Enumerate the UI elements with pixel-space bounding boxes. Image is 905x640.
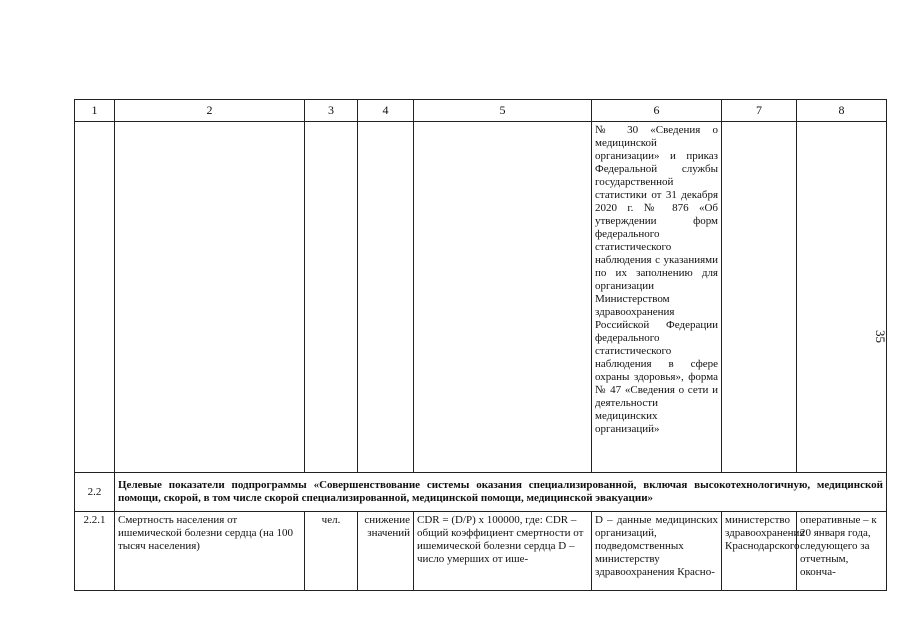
table-cell: [358, 122, 414, 473]
table-cell: [75, 122, 115, 473]
indicator-direction: снижение значений: [358, 512, 414, 591]
column-number: 6: [592, 100, 722, 122]
table-cell: [797, 122, 887, 473]
section-title: Целевые показатели подпрограммы «Совершенствование системы оказания специализированной, включая высокотехнологичную, медицинской помощи, скорой, в том числе скорой специализированной, медицинской помощи, медицинской эвакуации»: [115, 473, 887, 512]
indicator-data-source: D – данные медицинских организаций, подведомственных министерству здравоохранения Красно-: [592, 512, 722, 591]
table-cell: [115, 122, 305, 473]
column-number: 1: [75, 100, 115, 122]
column-number: 8: [797, 100, 887, 122]
data-source-cell: № 30 «Сведения о медицинской организации» и приказ Федеральной службы государственной статистики от 31 декабря 2020 г. № 876 «Об утверждении форм федерального статистического наблюдения с указаниями по их заполнению для организации Министерством здравоохранения Российской Федерации федерального статистического наблюдения в сфере охраны здоровья», форма № 47 «Сведения о сети и деятельности медицинских организаций»: [592, 122, 722, 473]
column-number: 2: [115, 100, 305, 122]
column-number-row: [75, 100, 887, 122]
column-number: 7: [722, 100, 797, 122]
indicator-formula: CDR = (D/P) x 100000, где: CDR – общий коэффициент смертности от ишемической болезни сердца D – число умерших от ише-: [414, 512, 592, 591]
column-number: 5: [414, 100, 592, 122]
column-number: 4: [358, 100, 414, 122]
indicator-responsible: министерство здравоохранения Краснодарского: [722, 512, 797, 591]
indicator-number: 2.2.1: [75, 512, 115, 591]
column-number: 3: [305, 100, 358, 122]
section-row: [75, 473, 887, 512]
table-cell: [722, 122, 797, 473]
page-number: 35: [873, 330, 888, 343]
indicator-deadline: оперативные – к 20 января года, следующего за отчетным, оконча-: [797, 512, 887, 591]
indicators-table: [74, 99, 887, 591]
indicator-unit: чел.: [305, 512, 358, 591]
table-cell: [414, 122, 592, 473]
table-cell: [305, 122, 358, 473]
continuation-row: [75, 122, 887, 473]
section-number: 2.2: [75, 473, 115, 512]
indicator-name: Смертность населения от ишемической болезни сердца (на 100 тысяч населения): [115, 512, 305, 591]
table-row: [75, 512, 887, 591]
